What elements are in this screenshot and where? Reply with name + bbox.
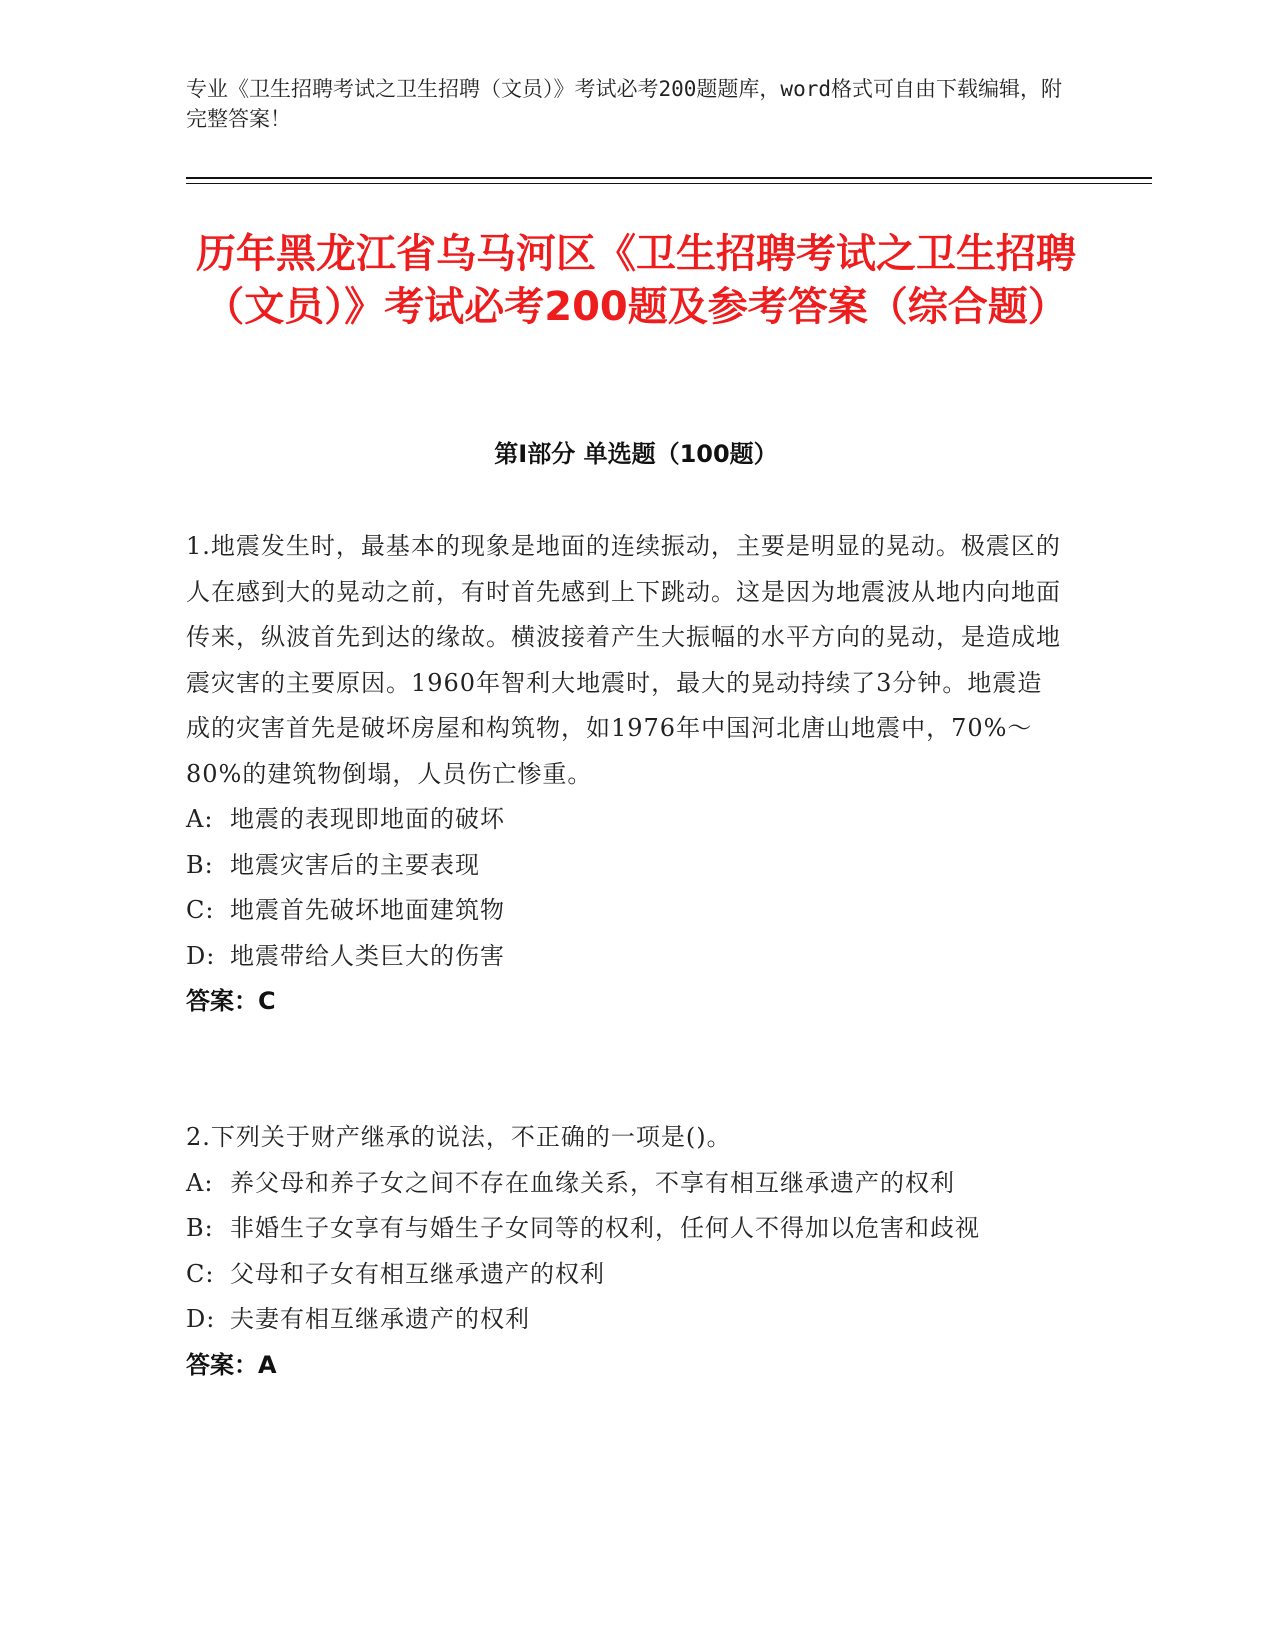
option-text: 夫妻有相互继承遗产的权利 <box>230 1305 530 1333</box>
option-text: 地震带给人类巨大的伤害 <box>230 941 505 970</box>
option-text: 父母和子女有相互继承遗产的权利 <box>230 1259 605 1288</box>
option-letter: D: <box>186 1305 216 1333</box>
option-letter: A: <box>186 1168 214 1197</box>
question-1 <box>186 524 1066 1025</box>
option-text: 养父母和养子女之间不存在血缘关系，不享有相互继承遗产的权利 <box>230 1168 955 1197</box>
section-title: 第Ⅰ部分 单选题（100题） <box>494 440 778 468</box>
option-letter: C: <box>186 896 215 924</box>
option-letter: B: <box>186 1214 214 1242</box>
header-divider-thin <box>186 183 1152 184</box>
question-stem: 1.地震发生时，最基本的现象是地面的连续振动，主要是明显的晃动。极震区的人在感到大的晃动之前，有时首先感到上下跳动。这是因为地震波从地内向地面传来，纵波首先到达的缘故。横波接着产生大振幅的水平方向的晃动，是造成地震灾害的主要原因。1960年智利大地震时，最大的晃动持续了3分钟。地震造成的灾害首先是破坏房屋和构筑物，如1976年中国河北唐山地震中，70%～80%的建筑物倒塌，人员伤亡惨重。 <box>186 532 1061 788</box>
option-letter: C: <box>186 1259 215 1288</box>
option-letter: D: <box>186 941 216 970</box>
header-note: 专业《卫生招聘考试之卫生招聘（文员）》考试必考200题题库，word格式可自由下载编辑，附完整答案！ <box>186 77 1062 131</box>
option-b <box>186 843 1066 889</box>
answer-line: 答案：C <box>186 987 276 1015</box>
option-text: 地震的表现即地面的破坏 <box>230 805 505 833</box>
question-2 <box>186 1115 1066 1388</box>
option-letter: B: <box>186 850 214 879</box>
option-text: 地震灾害后的主要表现 <box>230 850 480 879</box>
option-c <box>186 888 1066 934</box>
option-c <box>186 1252 1066 1298</box>
question-stem: 2.下列关于财产继承的说法，不正确的一项是()。 <box>186 1123 732 1151</box>
option-text: 地震首先破坏地面建筑物 <box>230 896 505 924</box>
document-title: 历年黑龙江省乌马河区《卫生招聘考试之卫生招聘（文员）》考试必考200题及参考答案（综合题） <box>196 231 1076 330</box>
option-b <box>186 1206 1066 1252</box>
option-a <box>186 797 1066 843</box>
option-text: 非婚生子女享有与婚生子女同等的权利，任何人不得加以危害和歧视 <box>230 1214 980 1242</box>
answer-line: 答案：A <box>186 1350 277 1379</box>
option-d <box>186 1297 1066 1343</box>
option-a <box>186 1161 1066 1207</box>
option-d <box>186 934 1066 980</box>
header-divider-thick <box>186 177 1152 179</box>
option-letter: A: <box>186 805 214 833</box>
